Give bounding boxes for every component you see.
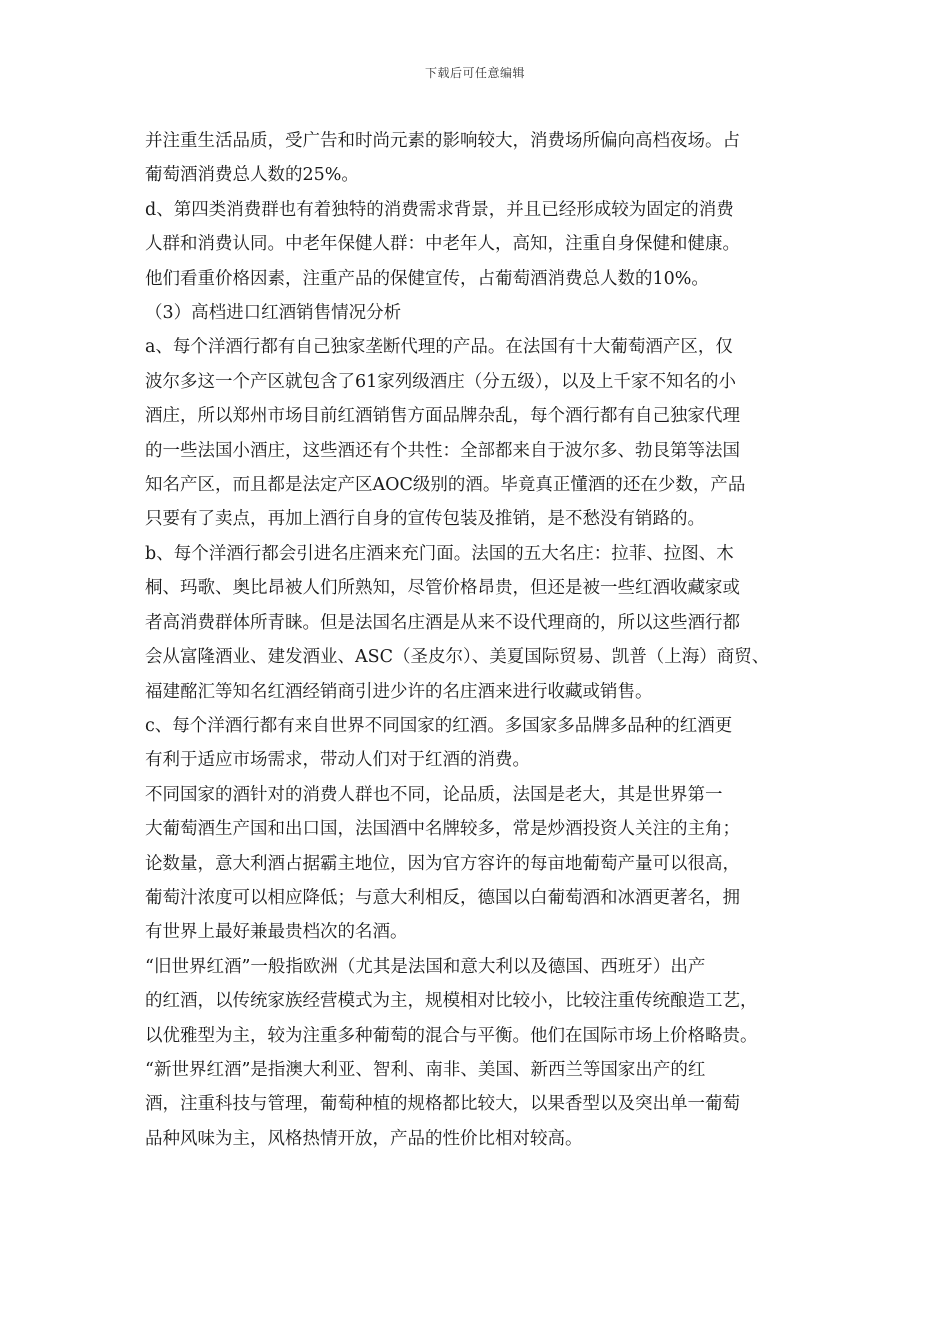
text-line: 波尔多这一个产区就包含了61家列级酒庄（分五级），以及上千家不知名的小	[145, 371, 737, 392]
text-line: “新世界红酒”是指澳大利亚、智利、南非、美国、新西兰等国家出产的红	[145, 1059, 706, 1080]
text-line: 者高消费群体所青睐。但是法国名庄酒是从来不设代理商的，所以这些酒行都	[145, 612, 740, 633]
text-line: 福建酩汇等知名红酒经销商引进少许的名庄酒来进行收藏或销售。	[145, 681, 653, 702]
text-line: 葡萄酒消费总人数的25%。	[145, 165, 359, 186]
text-line: 会从富隆酒业、建发酒业、ASC（圣皮尔）、美夏国际贸易、凯普（上海）商贸、	[145, 647, 770, 668]
text-line: 酒，注重科技与管理，葡萄种植的规格都比较大，以果香型以及突出单一葡萄	[145, 1094, 740, 1115]
text-line: 以优雅型为主，较为注重多种葡萄的混合与平衡。他们在国际市场上价格略贵。	[145, 1025, 758, 1046]
text-line: 他们看重价格因素，注重产品的保健宣传，占葡萄酒消费总人数的10%。	[145, 268, 709, 289]
text-line: 论数量，意大利酒占据霸主地位，因为官方容许的每亩地葡萄产量可以很高，	[145, 853, 740, 874]
text-line: a、每个洋酒行都有自己独家垄断代理的产品。在法国有十大葡萄酒产区，仅	[145, 337, 733, 358]
text-line: 有利于适应市场需求，带动人们对于红酒的消费。	[145, 750, 530, 771]
text-line: 不同国家的酒针对的消费人群也不同，论品质，法国是老大，其是世界第一	[145, 784, 723, 805]
text-line: 有世界上最好兼最贵档次的名酒。	[145, 922, 408, 943]
text-line: b、每个洋酒行都会引进名庄酒来充门面。法国的五大名庄：拉菲、拉图、木	[145, 543, 734, 564]
text-line: 葡萄汁浓度可以相应降低；与意大利相反，德国以白葡萄酒和冰酒更著名，拥	[145, 887, 740, 908]
text-line: 酒庄，所以郑州市场目前红酒销售方面品牌杂乱，每个酒行都有自己独家代理	[145, 406, 740, 427]
text-line: d、第四类消费群也有着独特的消费需求背景，并且已经形成较为固定的消费	[145, 199, 734, 220]
document-body	[145, 124, 813, 1156]
text-line: 的红酒，以传统家族经营模式为主，规模相对比较小，比较注重传统酿造工艺，	[145, 991, 758, 1012]
page-header: 下载后可任意编辑	[424, 66, 525, 80]
text-line: 大葡萄酒生产国和出口国，法国酒中名牌较多，常是炒酒投资人关注的主角；	[145, 819, 740, 840]
section-heading: （3）高档进口红酒销售情况分析	[145, 303, 402, 324]
text-line: 品种风味为主，风格热情开放，产品的性价比相对较高。	[145, 1128, 583, 1149]
text-line: 知名产区，而且都是法定产区AOC级别的酒。毕竟真正懂酒的还在少数，产品	[145, 475, 746, 496]
text-line: 人群和消费认同。中老年保健人群：中老年人，高知，注重自身保健和健康。	[145, 234, 740, 255]
text-line: 只要有了卖点，再加上酒行自身的宣传包装及推销，是不愁没有销路的。	[145, 509, 705, 530]
text-line: “旧世界红酒”一般指欧洲（尤其是法国和意大利以及德国、西班牙）出产	[145, 956, 706, 977]
text-line: 的一些法国小酒庄，这些酒还有个共性：全部都来自于波尔多、勃艮第等法国	[145, 440, 740, 461]
text-line: 并注重生活品质，受广告和时尚元素的影响较大，消费场所偏向高档夜场。占	[145, 131, 740, 151]
text-line: 桐、玛歌、奥比昂被人们所熟知，尽管价格昂贵，但还是被一些红酒收藏家或	[145, 578, 740, 599]
text-line: c、每个洋酒行都有来自世界不同国家的红酒。多国家多品牌多品种的红酒更	[145, 715, 733, 736]
